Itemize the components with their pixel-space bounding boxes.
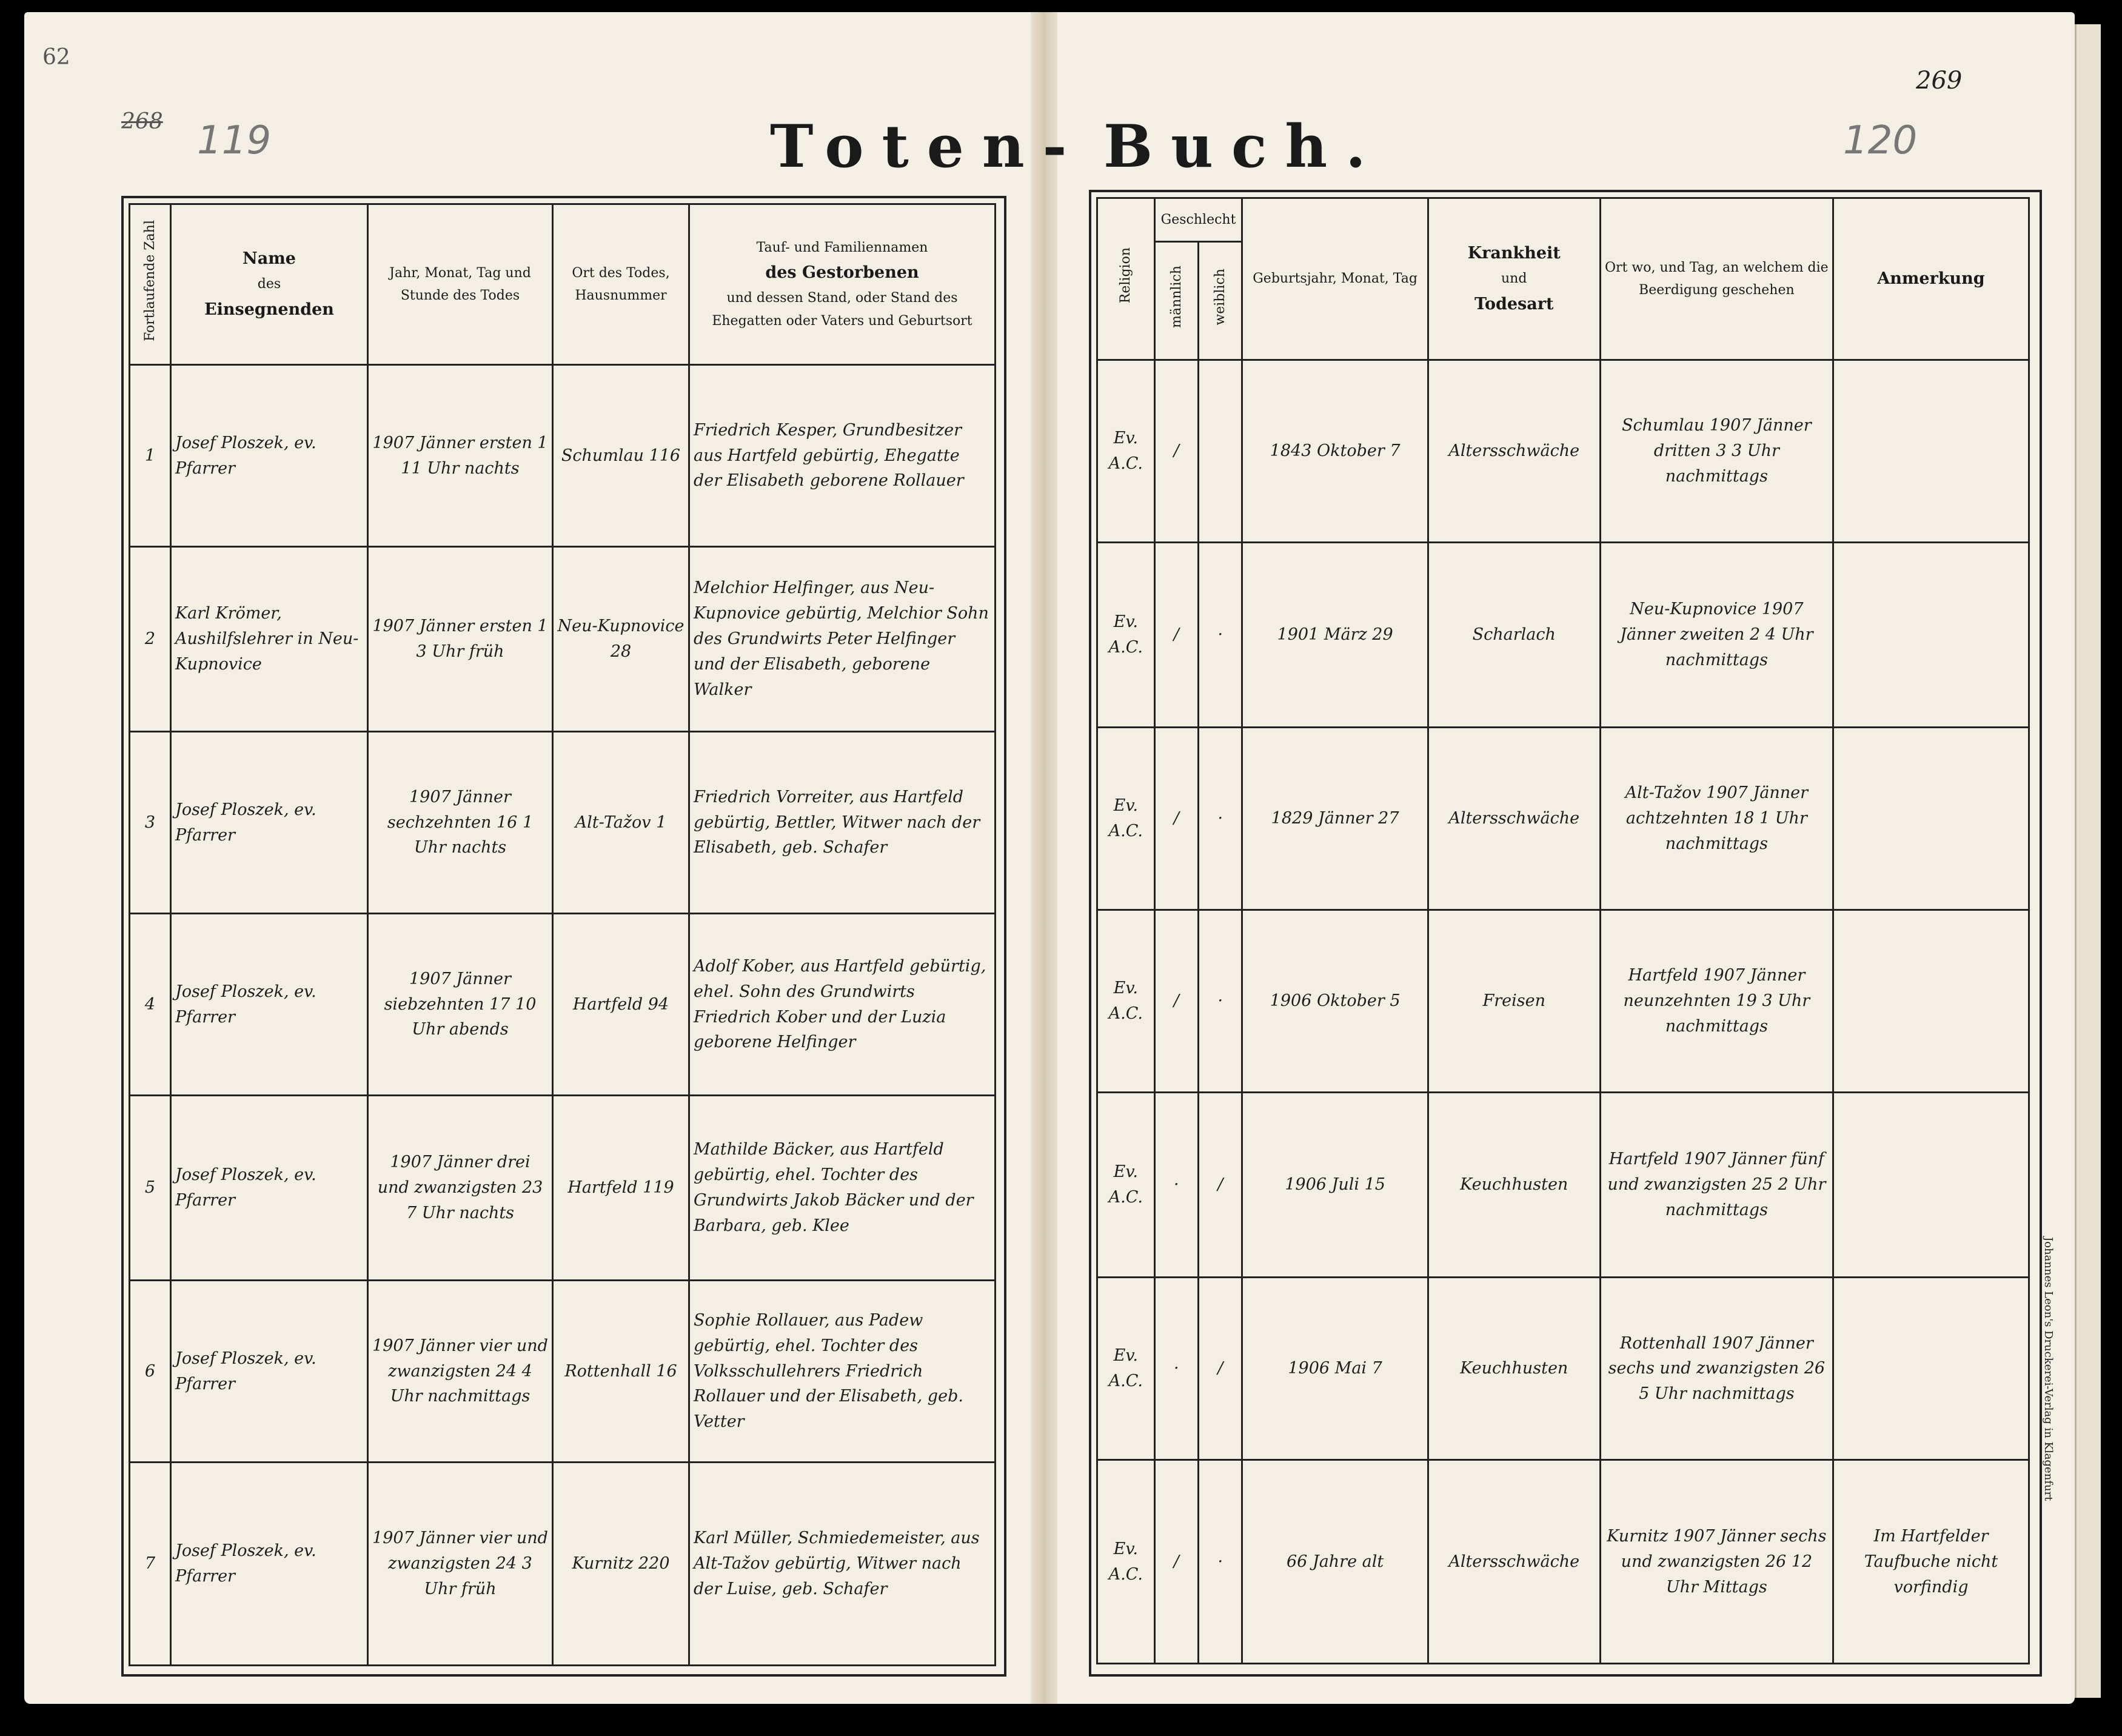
table-row	[1097, 1278, 2029, 1460]
table-row	[1097, 360, 2029, 543]
table-row	[130, 914, 996, 1096]
death-place: Schumlau 116	[553, 365, 689, 547]
birth-date: 1829 Jänner 27	[1242, 728, 1428, 910]
death-date: 1907 Jänner sechzehnten 16 1 Uhr nachts	[368, 732, 553, 914]
row-number: 7	[130, 1463, 171, 1666]
remark	[1833, 728, 2029, 910]
deceased-details: Mathilde Bäcker, aus Hartfeld gebürtig, ehel. Tochter des Grundwirts Jakob Bäcker und der Barbara, geb. Klee	[689, 1096, 996, 1281]
table-row	[1097, 542, 2029, 728]
male-mark: /	[1154, 360, 1198, 543]
left-register-table	[129, 203, 996, 1666]
corner-mark: 62	[42, 45, 70, 70]
table-row	[130, 1463, 996, 1666]
cause-of-death: Keuchhusten	[1428, 1092, 1600, 1278]
col-female: weiblich	[1199, 242, 1242, 360]
death-date: 1907 Jänner ersten 1 3 Uhr früh	[368, 547, 553, 732]
female-mark: /	[1199, 1092, 1242, 1278]
burial-details: Hartfeld 1907 Jänner neunzehnten 19 3 Uhr nachmittags	[1600, 910, 1833, 1093]
death-place: Hartfeld 94	[553, 914, 689, 1096]
religion: Ev. A.C.	[1097, 542, 1155, 728]
row-number: 3	[130, 732, 171, 914]
burial-details: Neu-Kupnovice 1907 Jänner zweiten 2 4 Uhr nachmittags	[1600, 542, 1833, 728]
male-mark: /	[1154, 542, 1198, 728]
burial-details: Rottenhall 1907 Jänner sechs und zwanzigsten 26 5 Uhr nachmittags	[1600, 1278, 1833, 1460]
col-place: Ort des Todes, Hausnummer	[553, 204, 689, 365]
officiant: Josef Ploszek, ev. Pfarrer	[171, 1463, 368, 1666]
cause-of-death: Altersschwäche	[1428, 728, 1600, 910]
officiant: Karl Krömer, Aushilfslehrer in Neu-Kupnovice	[171, 547, 368, 732]
officiant: Josef Ploszek, ev. Pfarrer	[171, 732, 368, 914]
table-row	[130, 1096, 996, 1281]
religion: Ev. A.C.	[1097, 360, 1155, 543]
death-date: 1907 Jänner siebzehnten 17 10 Uhr abends	[368, 914, 553, 1096]
folio-right: 120	[1843, 118, 1918, 163]
remark	[1833, 542, 2029, 728]
male-mark: /	[1154, 728, 1198, 910]
page-edges	[2075, 24, 2101, 1698]
printer-imprint: Johannes Leon's Druckerei-Verlag in Klagenfurt	[2042, 1237, 2055, 1501]
table-row	[1097, 1092, 2029, 1278]
remark: Im Hartfelder Taufbuche nicht vorfindig	[1833, 1460, 2029, 1664]
burial-details: Kurnitz 1907 Jänner sechs und zwanzigsten 26 12 Uhr Mittags	[1600, 1460, 1833, 1664]
table-row	[130, 547, 996, 732]
table-row	[130, 365, 996, 547]
row-number: 6	[130, 1281, 171, 1463]
death-place: Kurnitz 220	[553, 1463, 689, 1666]
book-gutter	[1031, 12, 1057, 1704]
birth-date: 1906 Oktober 5	[1242, 910, 1428, 1093]
table-row	[130, 732, 996, 914]
officiant: Josef Ploszek, ev. Pfarrer	[171, 914, 368, 1096]
death-date: 1907 Jänner vier und zwanzigsten 24 4 Uhr nachmittags	[368, 1281, 553, 1463]
deceased-details: Melchior Helfinger, aus Neu-Kupnovice gebürtig, Melchior Sohn des Grundwirts Peter Helfinger und der Elisabeth, geborene Walker	[689, 547, 996, 732]
title-left: Toten-	[770, 112, 1085, 181]
female-mark	[1199, 360, 1242, 543]
birth-date: 66 Jahre alt	[1242, 1460, 1428, 1664]
deceased-details: Friedrich Kesper, Grundbesitzer aus Hartfeld gebürtig, Ehegatte der Elisabeth geborene Rollauer	[689, 365, 996, 547]
table-row	[130, 1281, 996, 1463]
death-place: Neu-Kupnovice 28	[553, 547, 689, 732]
male-mark: /	[1154, 910, 1198, 1093]
col-remark: Anmerkung	[1833, 198, 2029, 360]
male-mark: /	[1154, 1460, 1198, 1664]
death-place: Alt-Tažov 1	[553, 732, 689, 914]
cause-of-death: Scharlach	[1428, 542, 1600, 728]
cause-of-death: Altersschwäche	[1428, 1460, 1600, 1664]
cause-of-death: Altersschwäche	[1428, 360, 1600, 543]
female-mark: ·	[1199, 542, 1242, 728]
table-row	[1097, 1460, 2029, 1664]
col-deceased: Tauf- und Familiennamen des Gestorbenen und dessen Stand, oder Stand des Ehegatten oder Vaters und Geburtsort	[689, 204, 996, 365]
cause-of-death: Freisen	[1428, 910, 1600, 1093]
male-mark: ·	[1154, 1278, 1198, 1460]
right-register-table	[1096, 197, 2030, 1664]
religion: Ev. A.C.	[1097, 1460, 1155, 1664]
col-name: Name des Einsegnenden	[171, 204, 368, 365]
birth-date: 1901 März 29	[1242, 542, 1428, 728]
female-mark: ·	[1199, 728, 1242, 910]
remark	[1833, 910, 2029, 1093]
col-sex: Geschlecht	[1154, 198, 1242, 242]
burial-details: Schumlau 1907 Jänner dritten 3 3 Uhr nachmittags	[1600, 360, 1833, 543]
death-place: Rottenhall 16	[553, 1281, 689, 1463]
death-date: 1907 Jänner vier und zwanzigsten 24 3 Uhr früh	[368, 1463, 553, 1666]
remark	[1833, 1092, 2029, 1278]
birth-date: 1906 Juli 15	[1242, 1092, 1428, 1278]
page-number-right: 269	[1916, 67, 1963, 95]
deceased-details: Karl Müller, Schmiedemeister, aus Alt-Tažov gebürtig, Witwer nach der Luise, geb. Schafer	[689, 1463, 996, 1666]
deceased-details: Friedrich Vorreiter, aus Hartfeld gebürtig, Bettler, Witwer nach der Elisabeth, geb. Schafer	[689, 732, 996, 914]
female-mark: /	[1199, 1278, 1242, 1460]
religion: Ev. A.C.	[1097, 1278, 1155, 1460]
row-number: 5	[130, 1096, 171, 1281]
col-religion: Religion	[1097, 198, 1155, 360]
religion: Ev. A.C.	[1097, 910, 1155, 1093]
col-number: Fortlaufende Zahl	[130, 204, 171, 365]
birth-date: 1843 Oktober 7	[1242, 360, 1428, 543]
cause-of-death: Keuchhusten	[1428, 1278, 1600, 1460]
burial-details: Alt-Tažov 1907 Jänner achtzehnten 18 1 Uhr nachmittags	[1600, 728, 1833, 910]
col-birth: Geburtsjahr, Monat, Tag	[1242, 198, 1428, 360]
religion: Ev. A.C.	[1097, 1092, 1155, 1278]
page-number-left: 268	[121, 109, 163, 134]
col-male: männlich	[1154, 242, 1198, 360]
row-number: 2	[130, 547, 171, 732]
birth-date: 1906 Mai 7	[1242, 1278, 1428, 1460]
title-right: Buch.	[1103, 112, 1384, 181]
death-date: 1907 Jänner drei und zwanzigsten 23 7 Uhr nachts	[368, 1096, 553, 1281]
death-date: 1907 Jänner ersten 1 11 Uhr nachts	[368, 365, 553, 547]
burial-details: Hartfeld 1907 Jänner fünf und zwanzigsten 25 2 Uhr nachmittags	[1600, 1092, 1833, 1278]
female-mark: ·	[1199, 1460, 1242, 1664]
remark	[1833, 360, 2029, 543]
row-number: 4	[130, 914, 171, 1096]
row-number: 1	[130, 365, 171, 547]
officiant: Josef Ploszek, ev. Pfarrer	[171, 1096, 368, 1281]
table-row	[1097, 910, 2029, 1093]
folio-left: 119	[197, 118, 272, 163]
officiant: Josef Ploszek, ev. Pfarrer	[171, 1281, 368, 1463]
deceased-details: Adolf Kober, aus Hartfeld gebürtig, ehel. Sohn des Grundwirts Friedrich Kober und der Luzia geborene Helfinger	[689, 914, 996, 1096]
religion: Ev. A.C.	[1097, 728, 1155, 910]
officiant: Josef Ploszek, ev. Pfarrer	[171, 365, 368, 547]
col-burial: Ort wo, und Tag, an welchem die Beerdigung geschehen	[1600, 198, 1833, 360]
remark	[1833, 1278, 2029, 1460]
col-illness: Krankheit und Todesart	[1428, 198, 1600, 360]
female-mark: ·	[1199, 910, 1242, 1093]
deceased-details: Sophie Rollauer, aus Padew gebürtig, ehel. Tochter des Volksschullehrers Friedrich Rollauer und der Elisabeth, geb. Vetter	[689, 1281, 996, 1463]
table-row	[1097, 728, 2029, 910]
death-place: Hartfeld 119	[553, 1096, 689, 1281]
col-date: Jahr, Monat, Tag und Stunde des Todes	[368, 204, 553, 365]
male-mark: ·	[1154, 1092, 1198, 1278]
